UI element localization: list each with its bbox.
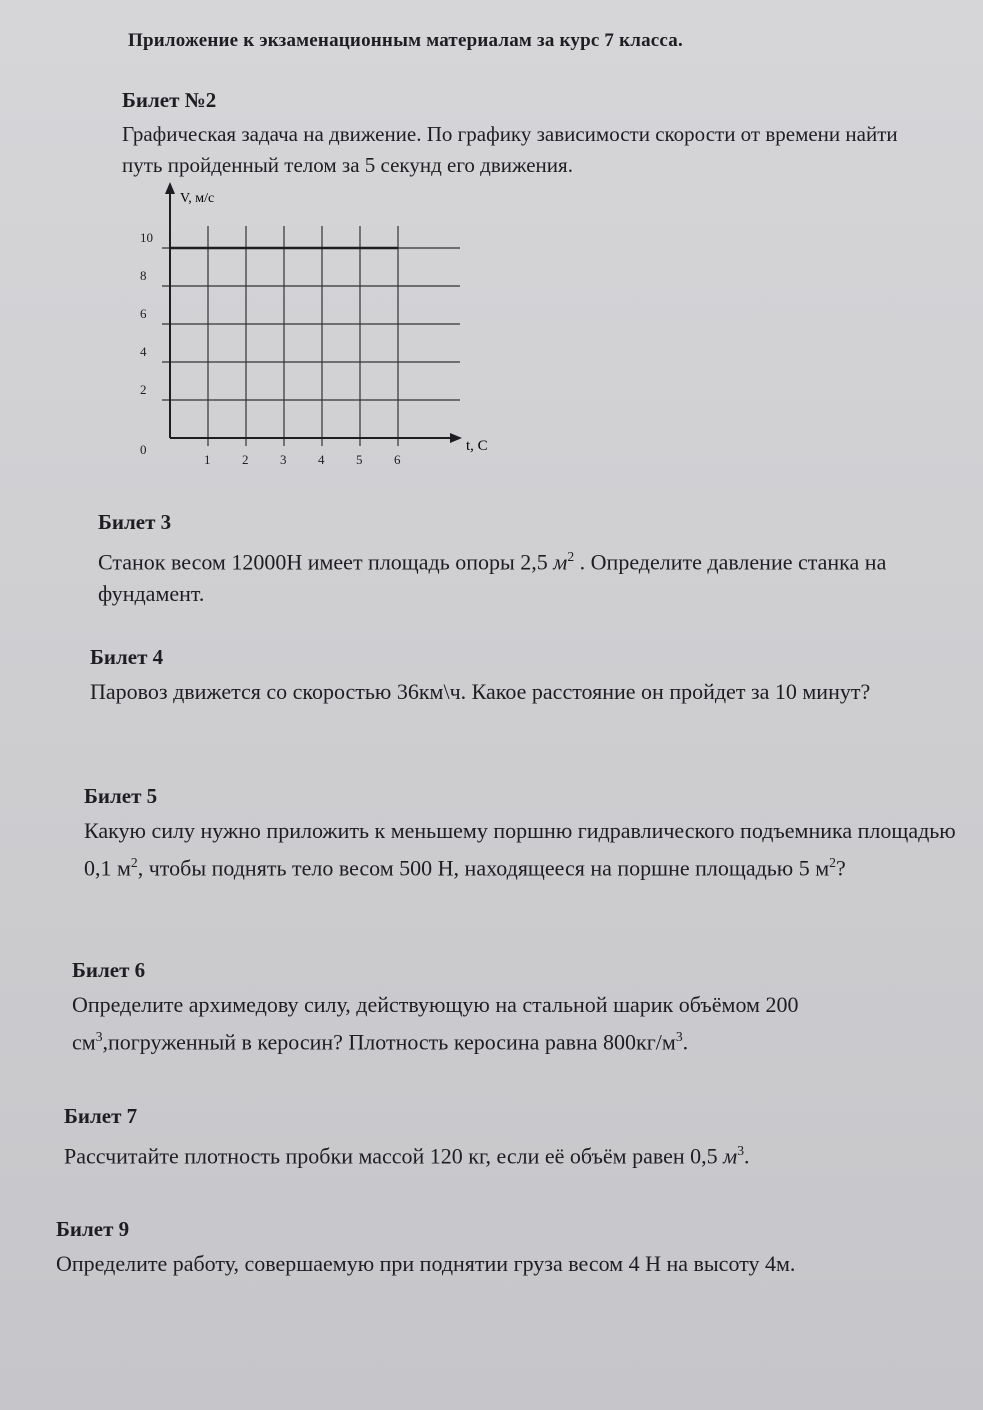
ticket-7-text: Рассчитайте плотность пробки массой 120 кг, если её объём равен 0,5 $м^3$. bbox=[64, 1143, 750, 1169]
x-tick-label: 1 bbox=[204, 452, 211, 467]
y-tick-label: 0 bbox=[140, 442, 147, 457]
ticket-4 bbox=[90, 645, 970, 708]
ticket-4-text: Паровоз движется со скоростью 36км\ч. Какое расстояние он пройдет за 10 минут? bbox=[90, 679, 871, 704]
y-axis-arrow bbox=[165, 182, 175, 194]
ticket-2-text: Графическая задача на движение. По графику зависимости скорости от времени найти путь пройденный телом за 5 секунд его движения. bbox=[122, 122, 898, 177]
y-tick-label: 8 bbox=[140, 268, 147, 283]
ticket-7-title: Билет 7 bbox=[64, 1104, 138, 1128]
x-tick-label: 5 bbox=[356, 452, 363, 467]
ticket-6-text: Определите архимедову силу, действующую на стальной шарик объёмом 200 $см^3,погруженный$ в керосин? Плотность керосина равна $800кг/м^3$. bbox=[72, 992, 799, 1055]
x-tick-label: 4 bbox=[318, 452, 325, 467]
ticket-9-title: Билет 9 bbox=[56, 1217, 130, 1241]
velocity-time-chart bbox=[128, 176, 488, 481]
x-tick-label: 3 bbox=[280, 452, 287, 467]
ticket-9-text: Определите работу, совершаемую при поднятии груза весом 4 Н на высоту 4м. bbox=[56, 1251, 796, 1276]
ticket-3-title: Билет 3 bbox=[98, 510, 172, 534]
y-tick-label: 10 bbox=[140, 230, 153, 245]
x-tick-label: 2 bbox=[242, 452, 249, 467]
x-tick-label: 6 bbox=[394, 452, 401, 467]
ticket-9 bbox=[56, 1217, 936, 1280]
x-axis-label: t, С bbox=[466, 438, 488, 454]
y-tick-label: 4 bbox=[140, 344, 147, 359]
y-tick-label: 2 bbox=[140, 382, 147, 397]
x-axis-arrow bbox=[450, 433, 462, 443]
ticket-6-title: Билет 6 bbox=[72, 958, 146, 982]
ticket-7 bbox=[64, 1104, 944, 1172]
y-axis-label: V, м/с bbox=[180, 191, 215, 206]
ticket-5-title: Билет 5 bbox=[84, 784, 158, 808]
y-tick-label: 6 bbox=[140, 306, 147, 321]
ticket-3 bbox=[98, 510, 978, 610]
ticket-2 bbox=[122, 88, 922, 181]
ticket-5-text: Какую силу нужно приложить к меньшему поршню гидравлического подъемника площадью 0,1 $м^2$, чтобы поднять тело весом 500 Н, находящееся на поршне площадью 5 $м^2$? bbox=[84, 818, 956, 881]
ticket-5 bbox=[84, 784, 964, 884]
ticket-4-title: Билет 4 bbox=[90, 645, 164, 669]
ticket-3-text: Станок весом 12000Н имеет площадь опоры 2,5 $м^2$ . Определите давление станка на фундамент. bbox=[98, 549, 887, 607]
ticket-2-title: Билет №2 bbox=[122, 88, 217, 112]
page-header: Приложение к экзаменационным материалам за курс 7 класса. bbox=[128, 30, 683, 51]
chart-svg bbox=[128, 176, 488, 476]
ticket-6 bbox=[72, 958, 952, 1058]
